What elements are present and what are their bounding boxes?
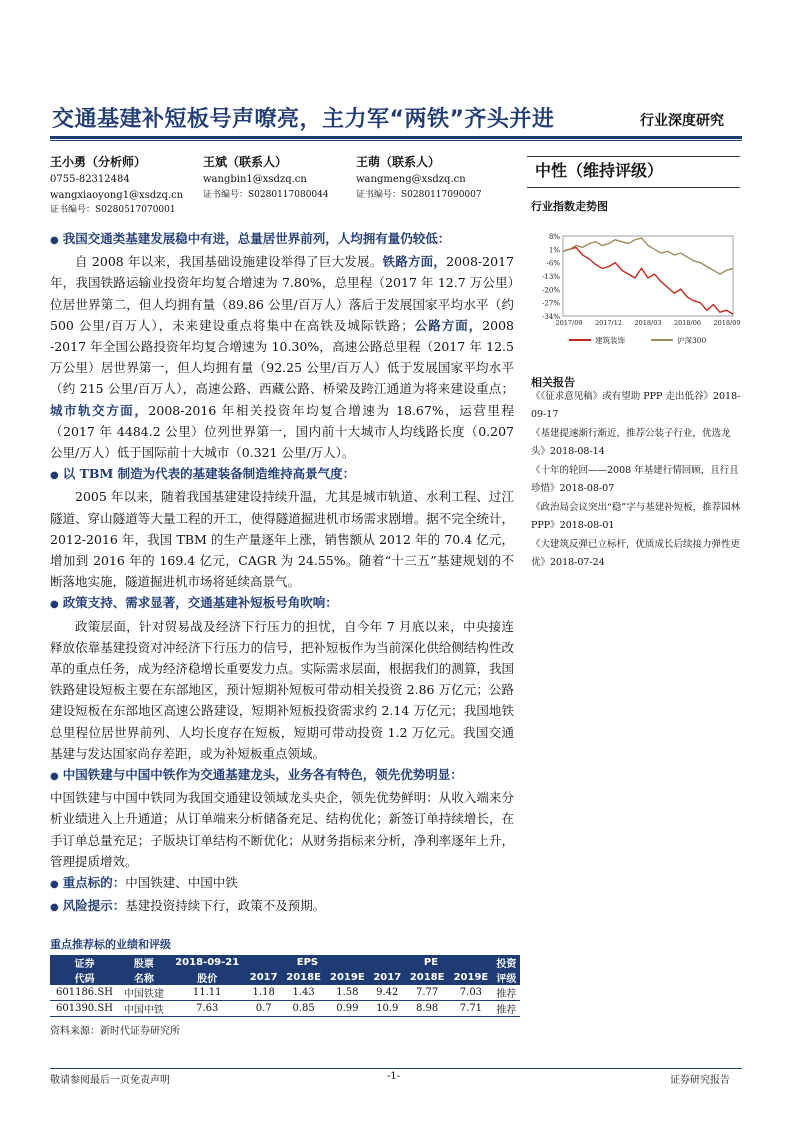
bullet-icon: ●	[50, 470, 59, 482]
analyst-block-1	[50, 156, 183, 217]
table-header-cell: 名称	[119, 970, 169, 985]
analyst-name: 王斌（联系人）	[203, 155, 288, 169]
y-tick-label: -13%	[542, 273, 560, 281]
footer-rule	[50, 1068, 742, 1069]
index-trend-chart	[527, 226, 741, 350]
section-heading-2: ● 以 TBM 制造为代表的基建装备制造维持高景气度：	[50, 466, 356, 482]
y-tick-label: -6%	[546, 259, 560, 268]
table-cell: 601186.SH	[56, 987, 113, 998]
table-header-cell: 2017	[246, 970, 282, 985]
plot-frame	[563, 236, 733, 316]
analyst-block-2	[203, 156, 329, 202]
table-row	[50, 985, 520, 1001]
analyst-email[interactable]: wangxiaoyong1@xsdzq.cn	[50, 190, 184, 201]
table-header-row	[50, 970, 520, 985]
header-rule-thin	[50, 140, 742, 141]
section-paragraph-3: 政策层面，针对贸易战及经济下行压力的担忧，自今年 7 月底以来，中央接连释放依靠基建投资对冲经济下行压力的信号，把补短板作为当前深化供给侧结构性改革的重点任务，成为经济稳增长重要发力点。实际需求层面，根据我们的测算，我国铁路建设短板主要在东部地区，预计短期补短板可带动相关投资 2.86 万亿元；公路建设短板在东部地区高速公路建设，短期补短板投资需求约 2.14 万亿元；我国地铁总里程位居世界前列、人均长度存在短板，短期可带动投资 1.2 万亿元。我国交通基建与发达国家尚存差距，或为补短板重点领域。	[50, 618, 514, 761]
analyst-name: 王小勇（分析师）	[50, 155, 147, 169]
x-tick-label: 2017/09	[555, 319, 583, 327]
footer-label: 证券研究报告	[670, 1075, 730, 1086]
analyst-cert: 证书编号：S0280117090007	[356, 190, 482, 200]
related-report-link[interactable]: 《大建筑反弹已立标杆，优质成长后续接力弹性更优》2018-07-24	[531, 539, 741, 568]
risk-line: ● 风险提示：基建投资持续下行，政策不及预期。	[50, 898, 326, 914]
legend-label: 建筑装饰	[595, 336, 625, 345]
header-rule	[50, 136, 742, 139]
section-heading-1: ● 我国交通类基建发展稳中有进，总量居世界前列，人均拥有量仍较低：	[50, 231, 451, 246]
y-tick-label: 1%	[548, 246, 560, 255]
bullet-icon: ●	[50, 902, 59, 914]
analyst-email[interactable]: wangbin1@xsdzq.cn	[203, 174, 307, 185]
index-chart-title: 行业指数走势图	[531, 200, 608, 213]
x-tick-label: 2018/09	[713, 319, 741, 327]
related-report-link[interactable]: 《十年的轮回——2008 年基建行情回顾，且行且珍惜》2018-08-07	[531, 465, 739, 494]
y-tick-label: 8%	[548, 233, 560, 241]
analyst-cert: 证书编号：S0280117080044	[203, 190, 329, 200]
table-header-cell: EPS	[246, 955, 370, 970]
table-header-row	[50, 955, 520, 970]
bullet-icon: ●	[50, 235, 59, 246]
main-body	[50, 228, 514, 919]
table-header-cell: 证券	[50, 955, 119, 970]
table-header-cell: 投资	[493, 955, 520, 970]
table-header-cell: 代码	[50, 970, 119, 985]
table-cell: 推荐	[496, 989, 517, 1000]
table-cell: 0.7	[255, 1003, 272, 1014]
table-cell: 7.71	[459, 1003, 483, 1014]
table-cell: 7.03	[459, 987, 483, 998]
table-cell: 1.43	[292, 987, 315, 998]
table-header-cell: 2018E	[282, 970, 326, 985]
x-tick-label: 2017/12	[594, 319, 623, 327]
table-cell: 7.77	[416, 987, 439, 998]
bullet-icon: ●	[50, 771, 59, 783]
legend-label: 沪深300	[677, 336, 707, 345]
table-header-cell: 评级	[493, 970, 520, 985]
section-paragraph-4: 中国铁建与中国中铁同为我国交通建设领域龙头央企，领先优势鲜明：从收入端来分析业绩进入上升通道；从订单端来分析储备充足、结构优化；新签订单持续增长，在手订单总量充足；子版块订单结构不断优化；从财务指标来分析，净利率逐年上升，管理提质增效。	[50, 790, 514, 869]
recommendation-table	[50, 955, 520, 1017]
y-tick-label: -34%	[542, 313, 560, 321]
related-report-link[interactable]: 《基建提速渐行渐近，推荐公装子行业，优选龙头》2018-08-14	[531, 428, 731, 457]
table-header-cell: 股票	[119, 955, 169, 970]
table-cell: 0.99	[336, 1003, 359, 1014]
table-header-cell: 2017	[369, 970, 405, 985]
table-cell: 推荐	[496, 1005, 517, 1016]
footer-disclaimer[interactable]: 敬请参阅最后一页免责声明	[50, 1075, 170, 1086]
bullet-icon: ●	[50, 879, 59, 891]
series-line-construction	[563, 247, 733, 314]
table-header-cell: 股价	[169, 970, 246, 985]
related-reports-heading: 相关报告	[531, 376, 575, 389]
analyst-email[interactable]: wangmeng@xsdzq.cn	[356, 174, 466, 185]
table-row	[50, 1001, 520, 1017]
analyst-block-3	[356, 156, 482, 202]
page-number: -1-	[387, 1071, 401, 1082]
table-cell: 11.11	[192, 987, 222, 998]
x-tick-label: 2018/06	[673, 319, 702, 327]
table-cell: 中国中铁	[123, 1005, 164, 1016]
table-cell: 中国铁建	[123, 989, 164, 1000]
table-header-cell: PE	[369, 955, 493, 970]
related-report-link[interactable]: 《政治局会议突出“稳”字与基建补短板，推荐园林 PPP》2018-08-01	[531, 502, 741, 531]
table-source: 资料来源：新时代证券研究所	[50, 1026, 180, 1037]
key-stocks-line: ● 重点标的：中国铁建、中国中铁	[50, 875, 238, 891]
series-line-csi300	[563, 238, 733, 274]
table-header-cell: 2019E	[449, 970, 493, 985]
analyst-phone: 0755-82312484	[50, 174, 130, 185]
table-cell: 1.18	[252, 987, 275, 998]
table-cell: 10.9	[376, 1003, 399, 1014]
table-header-cell: 2018E	[405, 970, 449, 985]
section-heading-3: ● 政策支持、需求显著，交通基建补短板号角吹响：	[50, 595, 338, 611]
report-type: 行业深度研究	[640, 113, 724, 129]
section-heading-4: ● 中国铁建与中国中铁作为交通基建龙头，业务各有特色，领先优势明显：	[50, 767, 463, 783]
table-cell: 0.85	[292, 1003, 315, 1014]
table-cell: 8.98	[416, 1003, 439, 1014]
table-cell: 9.42	[376, 987, 399, 998]
page-title: 交通基建补短板号声嘹亮，主力军“两铁”齐头并进	[52, 107, 555, 132]
y-tick-label: -20%	[542, 286, 560, 295]
table-cell: 7.63	[196, 1003, 219, 1014]
y-tick-label: -27%	[542, 299, 560, 308]
table-header-cell: 2019E	[325, 970, 369, 985]
section-paragraph-2: 2005 年以来，随着我国基建建设持续升温，尤其是城市轨道、水利工程、过江隧道、穿山隧道等大量工程的开工，使得隧道掘进机市场需求剧增。据不完全统计，2012-2016 年，我国 TBM 的生产量逐年上涨，销售额从 2012 年的 70.4 亿元，增加到 2016 年的 169.4 亿元，CAGR 为 24.55%。随着“十三五”基建规划的不断落地实施，隧道掘进机市场将延续高景气。	[50, 489, 514, 590]
table-header-cell: 2018-09-21	[169, 955, 246, 970]
analyst-cert: 证书编号：S0280517070001	[50, 205, 176, 215]
analyst-name: 王萌（联系人）	[356, 155, 441, 169]
related-report-link[interactable]: 《《征求意见稿》或有望助 PPP 走出低谷》2018-09-17	[531, 391, 741, 420]
x-tick-label: 2018/03	[634, 319, 662, 327]
section-paragraph-1: 自 2008 年以来，我国基础设施建设举得了巨大发展。铁路方面，2008-2017 年，我国铁路运输业投资年均复合增速为 7.80%，总里程（2017 年 12.7 万公里）位居世界第二，但人均拥有量（89.86 公里/百万人）落后于发展国家平均水平（约 500 公里/百万人），未来建设重点将集中在高铁及城际铁路；公路方面，2008 -2017 年全国公路投资年均复合增速为 10.30%，高速公路总里程（2017 年 12.5 万公里）居世界第一，但人均拥有量（92.25 公里/百万人）低于发展国家平均水平（约 215 公里/百万人），高速公路、西藏公路、桥梁及跨江通道为将来建设重点；城市轨交方面，2008-2016 年相关投资年均复合增速为 18.67%，运营里程（2017 年 4484.2 公里）位列世界第一，国内前十大城市人均线路长度（0.207 公里/万人）低于国际前十大城市（0.321 公里/万人）。	[50, 254, 514, 461]
rating: 中性（维持评级）	[535, 161, 664, 180]
table-cell: 601390.SH	[56, 1003, 113, 1014]
related-reports-list	[531, 388, 741, 573]
table-title: 重点推荐标的业绩和评级	[50, 938, 171, 951]
bullet-icon: ●	[50, 599, 59, 611]
table-cell: 1.58	[336, 987, 359, 998]
